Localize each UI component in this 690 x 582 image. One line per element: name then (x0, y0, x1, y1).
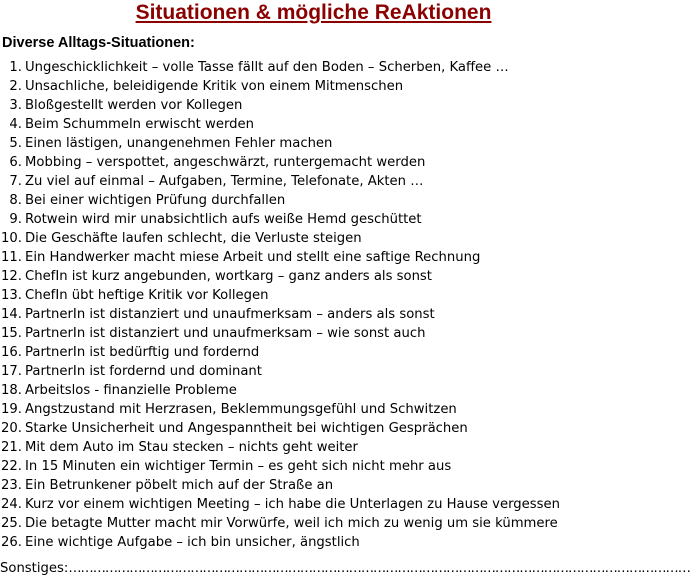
other-label: Sonstiges: (0, 561, 69, 576)
list-item-number: 14. (1, 307, 22, 322)
other-fill-in-dots: ……………………………………………………………………………………………………………………………………… (68, 561, 690, 576)
list-item-text: In 15 Minuten ein wichtiger Termin – es geht sich nicht mehr aus (25, 459, 452, 474)
list-item-text: ChefIn ist kurz angebunden, wortkarg – ganz anders als sonst (25, 269, 432, 284)
list-item (0, 362, 627, 381)
list-item-text: PartnerIn ist bedürftig und fordernd (25, 345, 260, 360)
list-item-number: 25. (1, 516, 22, 531)
list-item-number: 23. (1, 478, 22, 493)
list-item-number: 20. (1, 421, 22, 436)
list-item-text: Bloßgestellt werden vor Kollegen (25, 98, 243, 113)
list-item-text: PartnerIn ist fordernd und dominant (25, 364, 262, 379)
list-item-text: Ungeschicklichkeit – volle Tasse fällt auf den Boden – Scherben, Kaffee … (25, 60, 509, 75)
list-item (0, 286, 627, 305)
list-item (0, 248, 627, 267)
page-title: Situationen & mögliche ReAktionen (135, 1, 492, 24)
list-item (0, 400, 627, 419)
list-item (0, 191, 627, 210)
other-line (0, 559, 690, 578)
list-item (0, 476, 627, 495)
list-item-number: 8. (9, 193, 22, 208)
list-item (0, 153, 627, 172)
list-item-text: Ein Handwerker macht miese Arbeit und stellt eine saftige Rechnung (25, 250, 481, 265)
list-item-number: 19. (1, 402, 22, 417)
list-item (0, 457, 627, 476)
list-item-number: 4. (9, 117, 22, 132)
list-item-text: Bei einer wichtigen Prüfung durchfallen (25, 193, 286, 208)
list-item-text: Zu viel auf einmal – Aufgaben, Termine, Telefonate, Akten … (25, 174, 424, 189)
list-item (0, 229, 627, 248)
list-item (0, 210, 627, 229)
list-item (0, 58, 627, 77)
list-item (0, 134, 627, 153)
list-item-number: 9. (9, 212, 22, 227)
list-item (0, 381, 627, 400)
situation-list (0, 58, 627, 552)
list-item (0, 305, 627, 324)
list-item-text: Unsachliche, beleidigende Kritik von einem Mitmenschen (25, 79, 404, 94)
list-item-text: Starke Unsicherheit und Angespanntheit bei wichtigen Gesprächen (25, 421, 468, 436)
list-item (0, 495, 627, 514)
list-item-number: 5. (9, 136, 22, 151)
list-item-number: 11. (1, 250, 22, 265)
list-item (0, 533, 627, 552)
list-item-number: 17. (1, 364, 22, 379)
list-item-number: 22. (1, 459, 22, 474)
list-item-number: 10. (1, 231, 22, 246)
list-item-text: ChefIn übt heftige Kritik vor Kollegen (25, 288, 269, 303)
list-item-number: 3. (9, 98, 22, 113)
list-item-text: Kurz vor einem wichtigen Meeting – ich habe die Unterlagen zu Hause vergessen (25, 497, 560, 512)
list-item-text: Einen lästigen, unangenehmen Fehler machen (25, 136, 333, 151)
list-item-text: PartnerIn ist distanziert und unaufmerksam – anders als sonst (25, 307, 435, 322)
section-heading: Diverse Alltags-Situationen: (2, 35, 195, 51)
list-item-text: PartnerIn ist distanziert und unaufmerksam – wie sonst auch (25, 326, 426, 341)
list-item (0, 172, 627, 191)
list-item-text: Rotwein wird mir unabsichtlich aufs weiße Hemd geschüttet (25, 212, 422, 227)
list-item-text: Die Geschäfte laufen schlecht, die Verluste steigen (25, 231, 362, 246)
list-item (0, 514, 627, 533)
list-item (0, 419, 627, 438)
list-item-number: 16. (1, 345, 22, 360)
list-item-text: Ein Betrunkener pöbelt mich auf der Straße an (25, 478, 334, 493)
list-item-number: 1. (9, 60, 22, 75)
list-item-number: 15. (1, 326, 22, 341)
list-item (0, 324, 627, 343)
list-item-text: Mobbing – verspottet, angeschwärzt, runtergemacht werden (25, 155, 426, 170)
list-item-number: 24. (1, 497, 22, 512)
list-item-number: 26. (1, 535, 22, 550)
list-item-number: 6. (9, 155, 22, 170)
list-item-text: Eine wichtige Aufgabe – ich bin unsicher, ängstlich (25, 535, 360, 550)
list-item (0, 115, 627, 134)
list-item-text: Beim Schummeln erwischt werden (25, 117, 254, 132)
list-item-number: 7. (9, 174, 22, 189)
list-item-number: 21. (1, 440, 22, 455)
list-item (0, 77, 627, 96)
list-item (0, 96, 627, 115)
list-item-number: 12. (1, 269, 22, 284)
list-item-text: Arbeitslos - finanzielle Probleme (25, 383, 237, 398)
list-item-number: 2. (9, 79, 22, 94)
list-item-text: Angstzustand mit Herzrasen, Beklemmungsgefühl und Schwitzen (25, 402, 457, 417)
list-item-text: Mit dem Auto im Stau stecken – nichts geht weiter (25, 440, 358, 455)
list-item-number: 13. (1, 288, 22, 303)
list-item-text: Die betagte Mutter macht mir Vorwürfe, weil ich mich zu wenig um sie kümmere (25, 516, 558, 531)
list-item-number: 18. (1, 383, 22, 398)
list-item (0, 343, 627, 362)
list-item (0, 267, 627, 286)
list-item (0, 438, 627, 457)
